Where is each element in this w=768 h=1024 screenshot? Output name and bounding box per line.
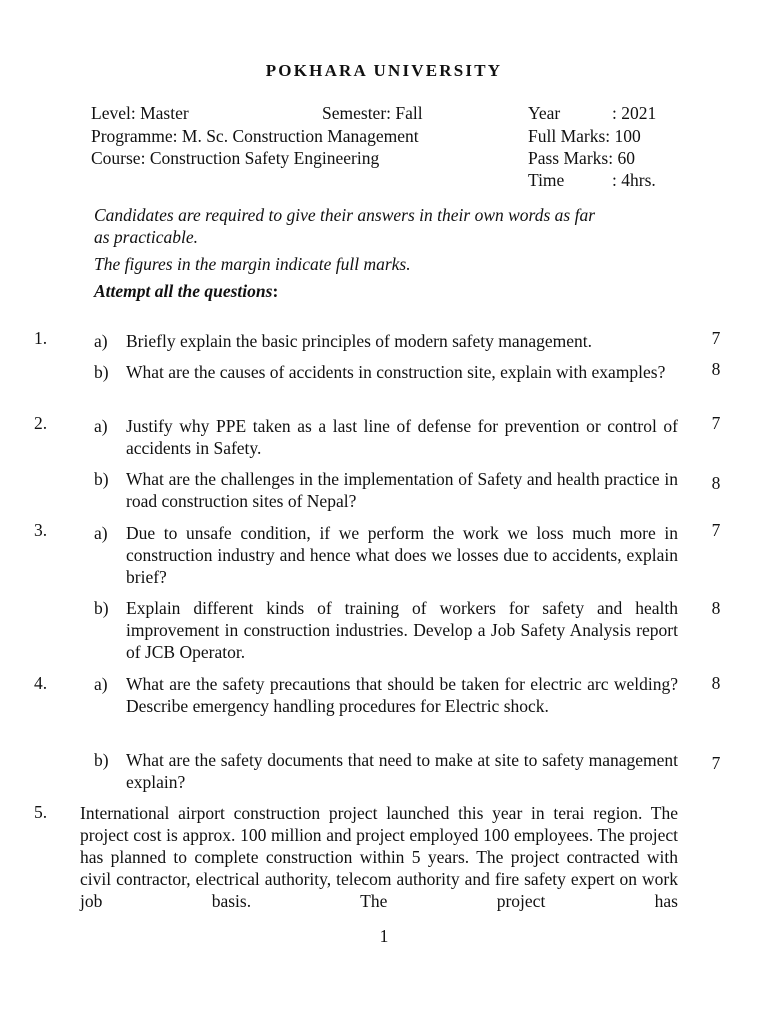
question-text: What are the safety documents that need to make at site to safety management explain? xyxy=(126,750,678,792)
question-text: International airport construction project launched this year in terai region. The project cost is approx. 100 million and project employed 100 employees. The project has planned to complete construction within 5 years. The project contracted with civil contractor, electrical authority, telecom authority and fire safety expert on work job basis. The project has xyxy=(80,803,678,911)
year-value: : 2021 xyxy=(612,103,657,123)
instruction-line-1a: Candidates are required to give their answers in their own words as far xyxy=(94,205,596,225)
question-marks: 7 xyxy=(711,328,721,348)
question-marks: 8 xyxy=(711,673,721,693)
course-field: Course: Construction Safety Engineering xyxy=(91,148,380,168)
instruction-marks: The figures in the margin indicate full marks. xyxy=(94,254,411,274)
question-number: 3. xyxy=(34,520,48,540)
question-marks: 8 xyxy=(711,473,721,493)
question-marks: 7 xyxy=(711,753,721,773)
subquestion-label: b) xyxy=(94,750,109,770)
question-number: 5. xyxy=(34,802,48,822)
question-text: Justify why PPE taken as a last line of defense for prevention or control of accidents in Safety. xyxy=(126,416,678,458)
page-number: 1 xyxy=(379,926,389,946)
instruction-colon: : xyxy=(272,281,279,301)
question-text: What are the causes of accidents in construction site, explain with examples? xyxy=(126,362,666,382)
question-marks: 8 xyxy=(711,359,721,379)
university-title: POKHARA UNIVERSITY xyxy=(265,61,503,80)
programme-field: Programme: M. Sc. Construction Management xyxy=(91,126,419,146)
question-marks: 7 xyxy=(711,520,721,540)
question-text: Due to unsafe condition, if we perform the work we loss much more in construction industry and hence what does we losses due to accidents, explain brief? xyxy=(126,523,678,587)
question-number: 1. xyxy=(34,328,48,348)
time-label: Time xyxy=(528,170,565,190)
question-number: 4. xyxy=(34,673,48,693)
question-marks: 8 xyxy=(711,598,721,618)
subquestion-label: a) xyxy=(94,674,108,694)
year-label: Year xyxy=(528,103,561,123)
subquestion-label: a) xyxy=(94,331,108,351)
subquestion-label: b) xyxy=(94,362,109,382)
pass-marks-field: Pass Marks: 60 xyxy=(528,148,635,168)
instruction-own-words xyxy=(94,204,680,248)
semester-field: Semester: Fall xyxy=(322,103,423,123)
subquestion-label: a) xyxy=(94,523,108,543)
level-field: Level: Master xyxy=(91,103,189,123)
question-text: What are the safety precautions that should be taken for electric arc welding? Describe emergency handling procedures for Electric shock. xyxy=(126,674,678,716)
subquestion-label: b) xyxy=(94,598,109,618)
full-marks-field: Full Marks: 100 xyxy=(528,126,641,146)
instruction-attempt-text: Attempt all the questions xyxy=(94,281,273,301)
time-value: : 4hrs. xyxy=(612,170,656,190)
subquestion-label: a) xyxy=(94,416,108,436)
subquestion-label: b) xyxy=(94,469,109,489)
question-marks: 7 xyxy=(711,413,721,433)
question-number: 2. xyxy=(34,413,48,433)
instruction-line-1b: as practicable. xyxy=(94,227,199,247)
question-text: What are the challenges in the implementation of Safety and health practice in road construction sites of Nepal? xyxy=(126,469,678,511)
instruction-attempt-all xyxy=(94,280,680,302)
question-text: Briefly explain the basic principles of modern safety management. xyxy=(126,331,593,351)
question-text: Explain different kinds of training of workers for safety and health improvement in construction industries. Develop a Job Safety Analysis report of JCB Operator. xyxy=(126,598,678,662)
